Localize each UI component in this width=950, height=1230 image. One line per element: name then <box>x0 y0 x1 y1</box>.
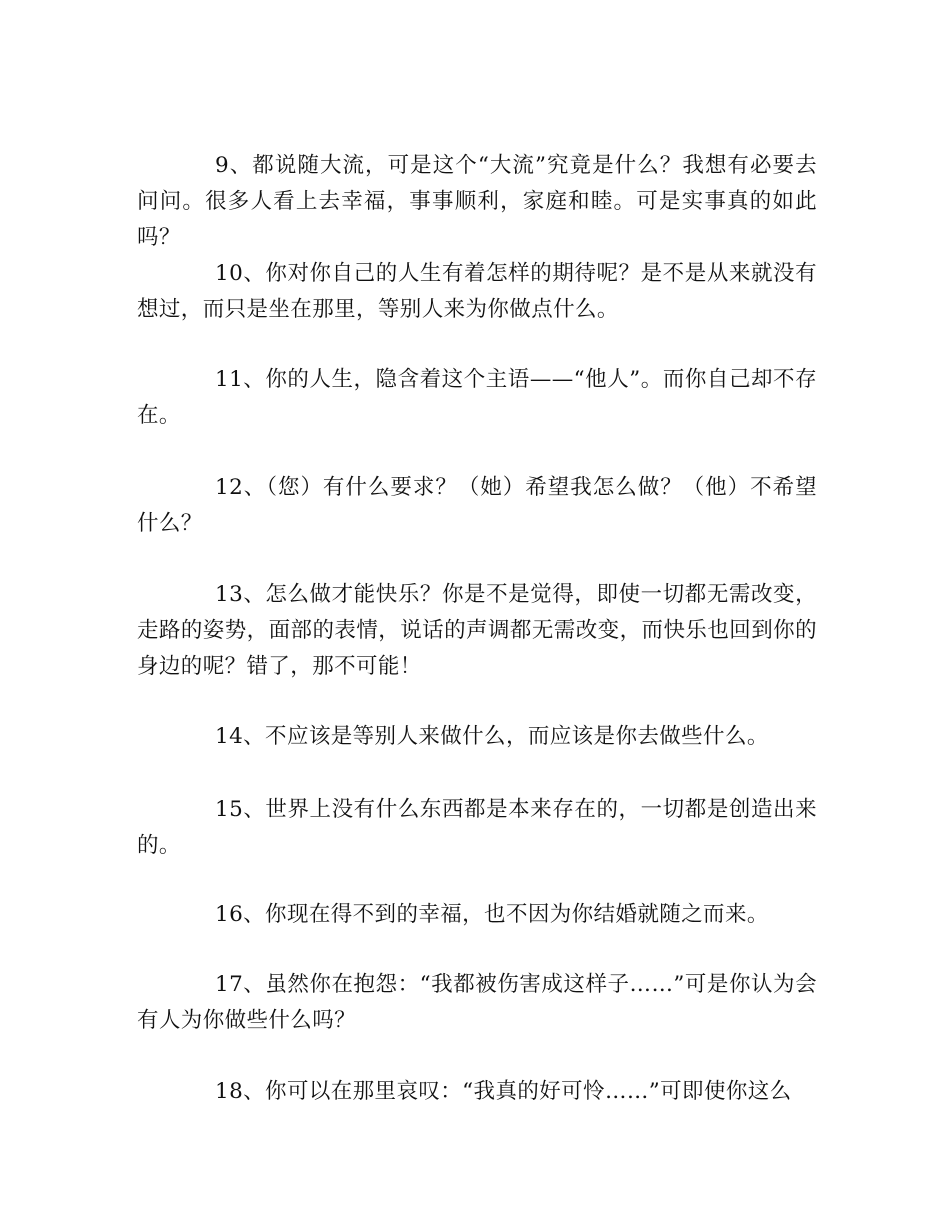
paragraph-17: 17、虽然你在抱怨：“我都被伤害成这样子……”可是你认为会有人为你做些什么吗？ <box>137 972 817 1033</box>
paragraph-15: 15、世界上没有什么东西都是本来存在的，一切都是创造出来的。 <box>137 797 817 858</box>
paragraph-13: 13、怎么做才能快乐？你是不是觉得，即使一切都无需改变，走路的姿势，面部的表情，说话的声调都无需改变，而快乐也回到你的身边的呢？错了，那不可能！ <box>137 582 817 679</box>
paragraph-11: 11、你的人生，隐含着这个主语——“他人”。而你自己却不存在。 <box>137 367 817 428</box>
paragraph-10: 10、你对你自己的人生有着怎样的期待呢？是不是从来就没有想过，而只是坐在那里，等别人来为你做点什么。 <box>137 261 817 322</box>
paragraph-14: 14、不应该是等别人来做什么，而应该是你去做些什么。 <box>215 724 769 749</box>
paragraph-12: 12、（您）有什么要求？（她）希望我怎么做？（他）不希望什么？ <box>137 475 817 536</box>
paragraph-16: 16、你现在得不到的幸福，也不因为你结婚就随之而来。 <box>215 902 769 927</box>
paragraph-18: 18、你可以在那里哀叹：“我真的好可怜……”可即使你这么 <box>215 1079 792 1104</box>
paragraph-9: 9、都说随大流，可是这个“大流”究竟是什么？我想有必要去问问。很多人看上去幸福，事事顺利，家庭和睦。可是实事真的如此吗？ <box>137 153 817 250</box>
